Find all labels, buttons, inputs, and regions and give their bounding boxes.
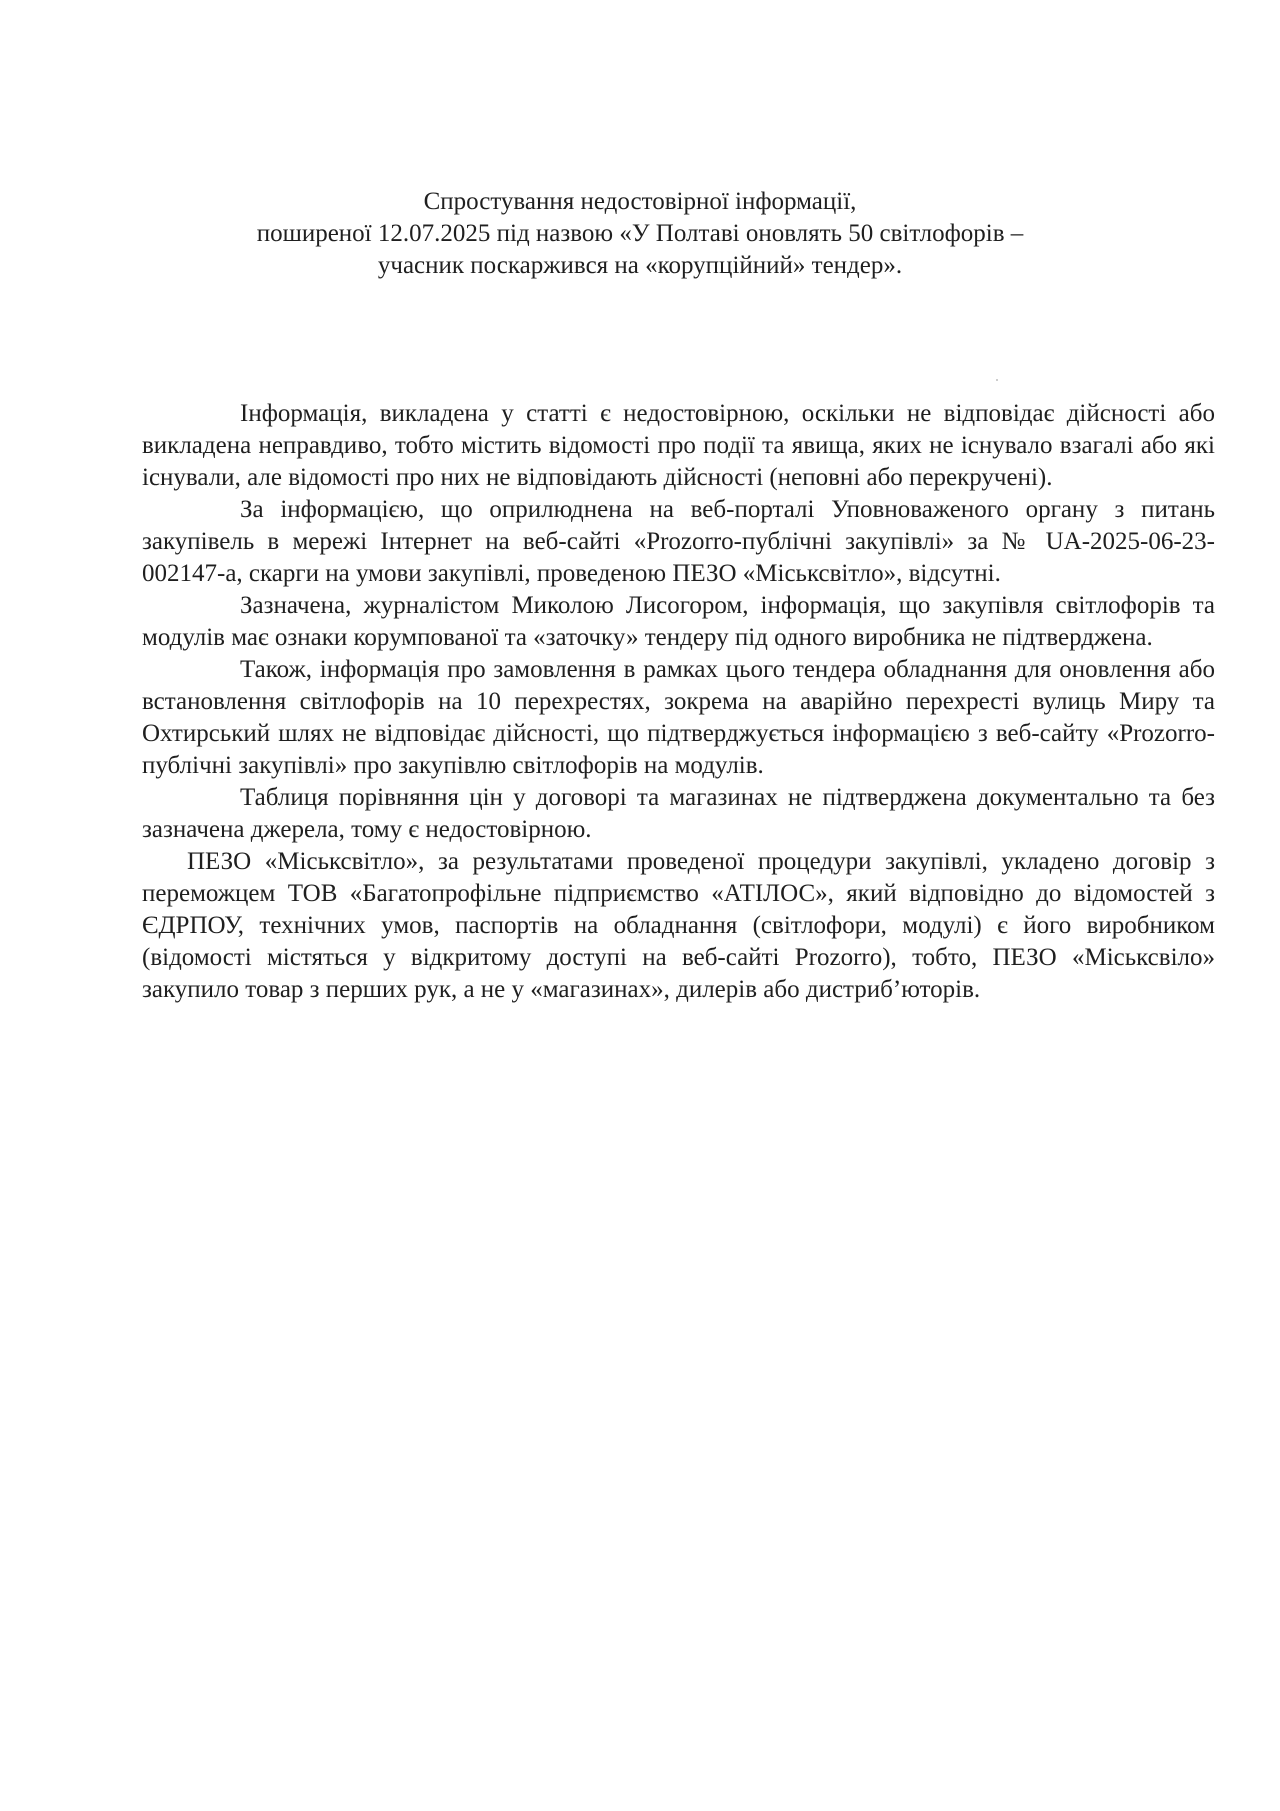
scan-speck bbox=[996, 379, 998, 381]
document-body bbox=[142, 398, 1215, 1006]
paragraph-1: Інформація, викладена у статті є недостовірною, оскільки не відповідає дійсності або викладена неправдиво, тобто містить відомості про події та явища, яких не існувало взагалі або які існували, але відомості про них не відповідають дійсності (неповні або перекручені). bbox=[142, 400, 1215, 491]
paragraph-4: Також, інформація про замовлення в рамках цього тендера обладнання для оновлення або встановлення світлофорів на 10 перехрестях, зокрема на аварійно перехресті вулиць Миру та Охтирський шлях не відповідає дійсності, що підтверджується інформацією з веб-сайту «Prozorro-публічні закупівлі» про закупівлю світлофорів на модулів. bbox=[142, 656, 1215, 779]
paragraph-6: ПЕЗО «Міськсвітло», за результатами проведеної процедури закупівлі, укладено договір з переможцем ТОВ «Багатопрофільне підприємство «АТІЛОС», який відповідно до відомостей з ЄДРПОУ, технічних умов, паспортів на обладнання (світлофори, модулі) є його виробником (відомості містяться у відкритому доступі на веб-сайті Prozorro), тобто, ПЕЗО «Міськсвіло» закупило товар з перших рук, а не у «магазинах», дилерів або дистриб’юторів. bbox=[142, 848, 1215, 1003]
paragraph-5: Таблиця порівняння цін у договорі та магазинах не підтверджена документально та без зазначена джерела, тому є недостовірною. bbox=[142, 784, 1215, 843]
paragraph-3: Зазначена, журналістом Миколою Лисогором, інформація, що закупівля світлофорів та модулів має ознаки корумпованої та «заточку» тендеру під одного виробника не підтверджена. bbox=[142, 592, 1215, 651]
title-line-2: поширеної 12.07.2025 під назвою «У Полтаві оновлять 50 світлофорів – bbox=[256, 220, 1024, 247]
title-line-3: учасник поскаржився на «корупційний» тендер». bbox=[377, 252, 903, 279]
paragraph-2: За інформацією, що оприлюднена на веб-порталі Уповноваженого органу з питань закупівель в мережі Інтернет на веб-сайті «Prozorro-публічні закупівлі» за № UA-2025-06-23-002147-а, скарги на умови закупівлі, проведеною ПЕЗО «Міськсвітло», відсутні. bbox=[142, 496, 1215, 587]
title-line-1: Спростування недостовірної інформації, bbox=[423, 188, 857, 215]
document-title bbox=[180, 186, 1100, 282]
